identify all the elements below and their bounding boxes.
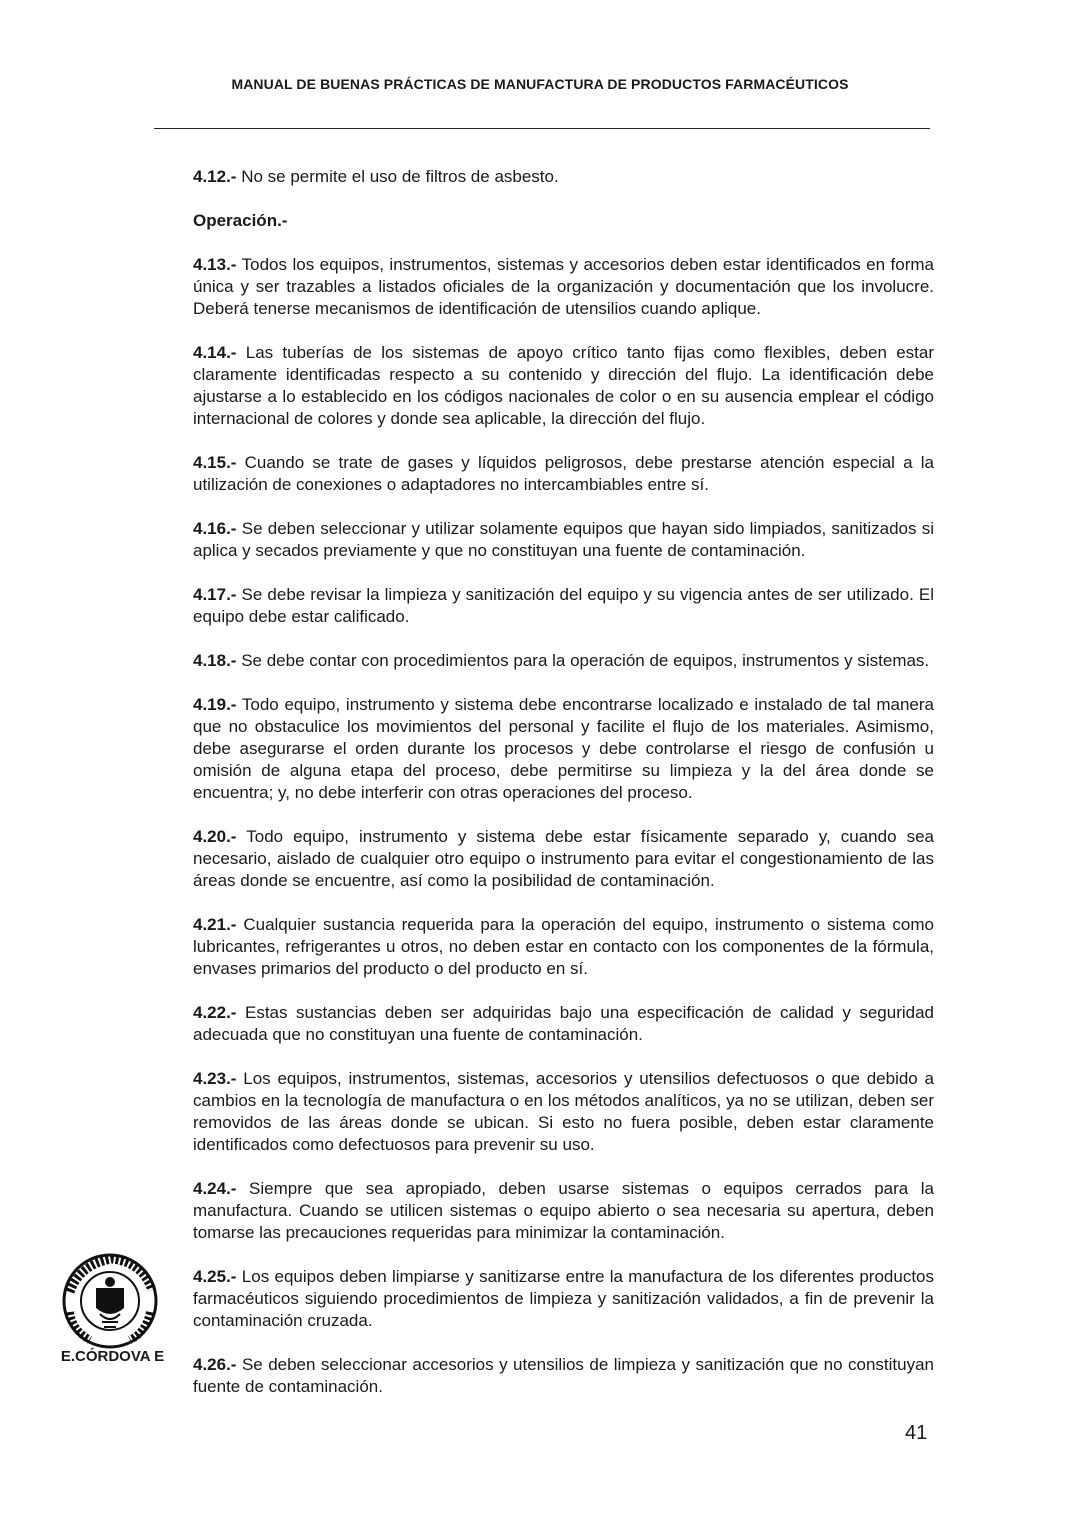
seal-caption: E.CÓRDOVA E [60, 1348, 165, 1365]
clause-number: 4.16.- [193, 519, 237, 538]
clause-number: 4.22.- [193, 1003, 237, 1022]
clause-text: Se deben seleccionar y utilizar solamente equipos que hayan sido limpiados, sanitizados si aplica y secados previamente y que no constituyan una fuente de contaminación. [193, 519, 934, 560]
clause-4-14 [193, 342, 934, 430]
clause-text: Todo equipo, instrumento y sistema debe estar físicamente separado y, cuando sea necesario, aislado de cualquier otro equipo o instrumento para evitar el congestionamiento de las áreas donde se encuentre, así como la posibilidad de contaminación. [193, 827, 934, 890]
document-body [193, 166, 934, 1420]
clause-text: Todo equipo, instrumento y sistema debe encontrarse localizado e instalado de tal manera que no obstaculice los movimientos del personal y facilite el flujo de los materiales. Asimismo, debe asegurarse el orden durante los procesos y debe controlarse el riesgo de confusión u omisión de alguna etapa del proceso, debe permitirse su limpieza y la del área donde se encuentra; y, no debe interferir con otras operaciones del proceso. [193, 695, 934, 802]
page-number: 41 [905, 1422, 928, 1444]
clause-number: 4.24.- [193, 1179, 237, 1198]
clause-4-19 [193, 694, 934, 804]
clause-4-25 [193, 1266, 934, 1332]
clause-number: 4.15.- [193, 453, 237, 472]
clause-text: Las tuberías de los sistemas de apoyo crítico tanto fijas como flexibles, deben estar claramente identificadas respecto a su contenido y dirección del flujo. La identificación debe ajustarse a lo establecido en los códigos nacionales de color o en su ausencia emplear el código internacional de colores y donde sea aplicable, la dirección del flujo. [193, 343, 934, 428]
clause-4-23 [193, 1068, 934, 1156]
clause-text: No se permite el uso de filtros de asbesto. [236, 167, 559, 186]
clause-number: 4.25.- [193, 1267, 237, 1286]
official-seal-stamp [60, 1252, 160, 1350]
clause-text: Se debe revisar la limpieza y sanitización del equipo y su vigencia antes de ser utilizado. El equipo debe estar calificado. [193, 585, 934, 626]
clause-4-26 [193, 1354, 934, 1398]
clause-number: 4.17.- [193, 585, 237, 604]
clause-4-20 [193, 826, 934, 892]
clause-4-16 [193, 518, 934, 562]
clause-number: 4.14.- [193, 343, 237, 362]
clause-4-17 [193, 584, 934, 628]
clause-text: Se deben seleccionar accesorios y utensilios de limpieza y sanitización que no constituyan fuente de contaminación. [193, 1355, 934, 1396]
clause-text: Estas sustancias deben ser adquiridas bajo una especificación de calidad y seguridad adecuada que no constituyan una fuente de contaminación. [193, 1003, 934, 1044]
clause-text: Cuando se trate de gases y líquidos peligrosos, debe prestarse atención especial a la utilización de conexiones o adaptadores no intercambiables entre sí. [193, 453, 934, 494]
clause-text: Todos los equipos, instrumentos, sistemas y accesorios deben estar identificados en forma única y ser trazables a listados oficiales de la organización y documentación que los involucre. Deberá tenerse mecanismos de identificación de utensilios cuando aplique. [193, 255, 934, 318]
clause-number: 4.13.- [193, 255, 237, 274]
clause-4-12 [193, 166, 934, 188]
clause-number: 4.23.- [193, 1069, 237, 1088]
clause-4-24 [193, 1178, 934, 1244]
section-title: Operación.- [193, 211, 288, 230]
clause-number: 4.21.- [193, 915, 237, 934]
clause-text: Se debe contar con procedimientos para la operación de equipos, instrumentos y sistemas. [236, 651, 930, 670]
clause-text: Cualquier sustancia requerida para la operación del equipo, instrumento o sistema como lubricantes, refrigerantes u otros, no deben estar en contacto con los componentes de la fórmula, envases primarios del producto o del producto en sí. [193, 915, 934, 978]
clause-number: 4.26.- [193, 1355, 237, 1374]
clause-text: Los equipos deben limpiarse y sanitizarse entre la manufactura de los diferentes productos farmacéuticos siguiendo procedimientos de limpieza y sanitización validados, a fin de prevenir la contaminación cruzada. [193, 1267, 934, 1330]
clause-text: Siempre que sea apropiado, deben usarse sistemas o equipos cerrados para la manufactura. Cuando se utilicen sistemas o equipo abierto o sea necesaria su apertura, deben tomarse las precauciones requeridas para minimizar la contaminación. [193, 1179, 934, 1242]
page-header: MANUAL DE BUENAS PRÁCTICAS DE MANUFACTURA DE PRODUCTOS FARMACÉUTICOS [231, 76, 849, 92]
clause-4-18 [193, 650, 934, 672]
clause-number: 4.12.- [193, 167, 237, 186]
clause-number: 4.18.- [193, 651, 237, 670]
clause-4-21 [193, 914, 934, 980]
clause-4-22 [193, 1002, 934, 1046]
clause-4-15 [193, 452, 934, 496]
clause-number: 4.20.- [193, 827, 237, 846]
clause-number: 4.19.- [193, 695, 237, 714]
clause-text: Los equipos, instrumentos, sistemas, accesorios y utensilios defectuosos o que debido a cambios en la tecnología de manufactura o en los métodos analíticos, ya no se utilizan, deben ser removidos de las áreas donde se ubican. Si esto no fuera posible, deben estar claramente identificados como defectuosos para prevenir su uso. [193, 1069, 934, 1154]
clause-4-13 [193, 254, 934, 320]
header-divider [154, 128, 930, 129]
